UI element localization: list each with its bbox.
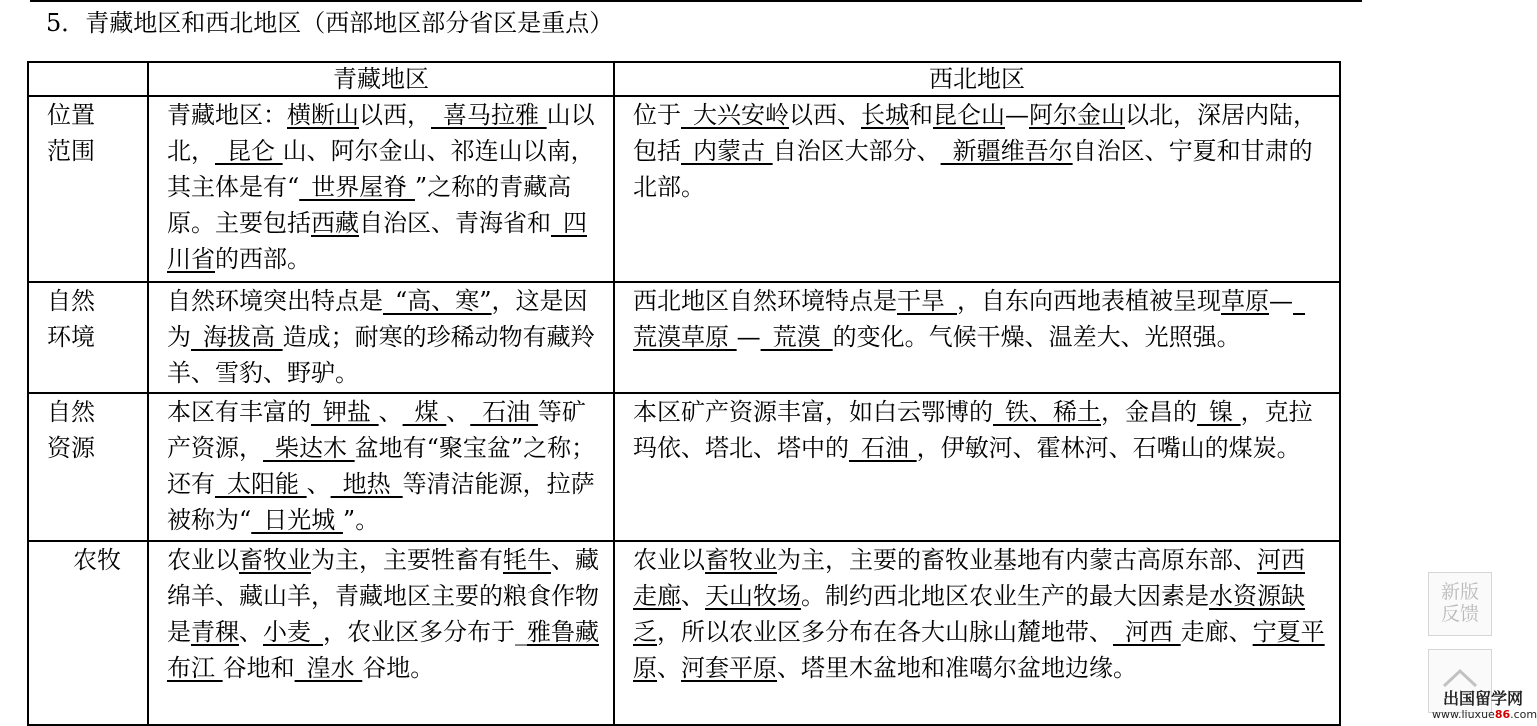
qingzang-cell <box>148 393 614 541</box>
text-segment: 以西、 <box>789 101 861 129</box>
text-segment: 农业以 <box>167 546 239 574</box>
underlined-answer: _煤 <box>402 398 447 426</box>
table-row <box>28 541 1340 725</box>
underlined-answer: 西藏 <box>311 209 359 237</box>
text-segment: 的变化。气候干燥、温差大、光照强。 <box>832 323 1241 351</box>
underlined-answer: 阿尔金山 <box>1029 101 1125 129</box>
table-row <box>28 393 1340 541</box>
text-segment: 谷地。 <box>362 654 435 682</box>
underlined-answer: 水资源缺乏 <box>633 582 1305 646</box>
text-segment: 位于 <box>633 101 681 129</box>
xibei-cell <box>614 282 1340 393</box>
top-rule <box>30 0 1362 2</box>
watermark-url <box>1432 708 1537 722</box>
text-segment: 自治区、青海省和 <box>359 209 551 237</box>
text-segment: 自治区、宁夏和甘肃的北部。 <box>633 137 1313 201</box>
text-segment: 等清洁能源，拉萨被称为“ <box>167 470 595 534</box>
underlined-answer: _四川省 <box>167 209 587 273</box>
text-segment: 以西， <box>359 101 431 129</box>
header-cell-qingzang: 青藏地区 <box>148 62 614 96</box>
underlined-answer: _河西 <box>1113 618 1181 646</box>
watermark-url-part: www.liuxue <box>1432 708 1495 721</box>
row-label-line: 农牧 <box>73 546 121 574</box>
underlined-answer: 河西走廊 <box>633 546 1305 610</box>
underlined-answer: _荒漠草原 <box>633 287 1305 351</box>
qingzang-cell <box>148 541 614 725</box>
qingzang-cell <box>148 282 614 393</box>
feedback-label-line: 新版 <box>1440 581 1479 603</box>
text-segment: 自治区大部分、 <box>772 137 941 165</box>
text-segment: 、 <box>239 618 263 646</box>
underlined-answer: _大兴安岭 <box>681 101 789 129</box>
feedback-label-line: 反馈 <box>1440 603 1479 625</box>
text-segment: 、藏绵羊、藏山羊，青藏地区主要的粮食作物是 <box>167 546 599 646</box>
underlined-answer: 天山牧场 <box>705 582 801 610</box>
text-segment: 和 <box>909 101 933 129</box>
text-segment: 自然环境突出特点是 <box>167 287 383 315</box>
text-segment: 为主，主要的畜牧业基地有内蒙古高原东部、 <box>777 546 1257 574</box>
text-segment: — <box>1269 287 1293 315</box>
chevron-up-icon <box>1440 666 1480 690</box>
text-segment: ，所以农业区多分布在各大山脉山麓地带、 <box>657 618 1113 646</box>
text-segment: ，金昌的 <box>1101 398 1197 426</box>
underlined-answer: _钾盐 <box>311 398 379 426</box>
watermark-url-part: 86 <box>1494 708 1511 721</box>
text-segment: ，农业区多分布于_ <box>323 618 527 646</box>
underlined-answer: _海拔高 <box>191 323 283 351</box>
underlined-answer: 畜牧业 <box>239 546 311 574</box>
header-cell-xibei: 西北地区 <box>614 62 1340 96</box>
table-header-row <box>28 62 1340 96</box>
text-segment: ”。 <box>342 506 380 534</box>
text-segment: 的西部。 <box>215 245 311 273</box>
row-label-line: 资源 <box>47 434 95 462</box>
text-segment: 、 <box>306 470 331 498</box>
text-segment: 谷地和 <box>222 654 295 682</box>
table-row <box>28 282 1340 393</box>
underlined-answer: _地热_ <box>330 470 403 498</box>
row-label-line: 自然 <box>47 287 95 315</box>
row-label <box>28 282 148 393</box>
underlined-answer: _新疆维吾尔 <box>940 137 1073 165</box>
text-segment: — <box>736 323 761 351</box>
underlined-answer: 雅鲁藏布江 <box>167 618 599 682</box>
text-segment: 走廊、 <box>1180 618 1253 646</box>
text-segment: ，这是因为 <box>167 287 588 351</box>
text-segment: ”之称的青藏高原。主要包括 <box>167 173 572 237</box>
text-segment: 为主，主要牲畜有 <box>311 546 503 574</box>
text-segment: 盆地有“聚宝盆”之称；还有 <box>167 434 596 498</box>
text-segment: 、 <box>657 654 681 682</box>
text-segment: 山、阿尔金山、祁连山以南，其主体是有“ <box>167 137 595 201</box>
row-label-line: 位置 <box>47 101 95 129</box>
table-row <box>28 96 1340 282</box>
underlined-answer: 昆仑山 <box>933 101 1005 129</box>
row-label <box>28 541 148 725</box>
text-segment: 等矿产资源， <box>167 398 586 462</box>
text-segment: ，自东向西地表植被呈现 <box>957 287 1221 315</box>
site-watermark <box>1432 689 1537 726</box>
underlined-answer: _日光城 <box>251 506 343 534</box>
text-segment: 造成；耐寒的珍稀动物有藏羚羊、雪豹、野驴。 <box>167 323 595 387</box>
underlined-answer: _荒漠_ <box>760 323 833 351</box>
section-heading: 5．青藏地区和西北地区（西部地区部分省区是重点） <box>46 9 614 37</box>
text-segment: 、 <box>378 398 403 426</box>
underlined-answer: 青稞 <box>191 618 239 646</box>
underlined-answer: _镍 <box>1197 398 1241 426</box>
row-label-line: 自然 <box>47 398 95 426</box>
text-segment: 、 <box>446 398 471 426</box>
text-segment: 农业以 <box>633 546 705 574</box>
underlined-answer: _太阳能 <box>215 470 307 498</box>
row-label <box>28 393 148 541</box>
text-segment: 西北地区自然环境特点是 <box>633 287 897 315</box>
underlined-answer: _昆仑 <box>215 137 283 165</box>
underlined-answer: _铁、稀土 <box>993 398 1101 426</box>
underlined-answer: _世界屋脊 <box>299 173 415 201</box>
underlined-answer: _石油 <box>470 398 538 426</box>
row-label <box>28 96 148 282</box>
feedback-button[interactable] <box>1428 572 1492 636</box>
text-segment: 、 <box>681 582 705 610</box>
text-segment: 本区矿产资源丰富，如白云鄂博的 <box>633 398 993 426</box>
xibei-cell <box>614 541 1340 725</box>
watermark-title: 出国留学网 <box>1442 689 1523 708</box>
qingzang-cell <box>148 96 614 282</box>
text-segment: 青藏地区： <box>167 101 287 129</box>
underlined-answer: 长城 <box>861 101 909 129</box>
row-label-line: 范围 <box>47 137 95 165</box>
underlined-answer: 干旱_ <box>897 287 957 315</box>
underlined-answer: 畜牧业 <box>705 546 777 574</box>
xibei-cell <box>614 96 1340 282</box>
text-segment: ，克拉玛依、塔北、塔中的 <box>633 398 1313 462</box>
row-label-line: 环境 <box>47 323 95 351</box>
underlined-answer: 河套平原 <box>681 654 777 682</box>
underlined-answer: _柴达木 <box>263 434 355 462</box>
underlined-answer: _湟水 <box>294 654 363 682</box>
underlined-answer: _石油 <box>849 434 917 462</box>
underlined-answer: _“高、寒” <box>383 287 492 315</box>
underlined-answer: 草原 <box>1221 287 1269 315</box>
underlined-answer: 小麦_ <box>263 618 323 646</box>
xibei-cell <box>614 393 1340 541</box>
text-segment: 以北，深居内陆，包括 <box>633 101 1317 165</box>
comparison-table <box>27 61 1341 726</box>
watermark-url-part: .com <box>1510 708 1537 721</box>
underlined-answer: 横断山 <box>287 101 359 129</box>
text-segment: 。制约西北地区农业生产的最大因素是 <box>801 582 1209 610</box>
text-segment: 本区有丰富的 <box>167 398 311 426</box>
underlined-answer: 宁夏平原 <box>633 618 1325 682</box>
text-segment: 、塔里木盆地和准噶尔盆地边缘。 <box>777 654 1137 682</box>
underlined-answer: _内蒙古 <box>681 137 773 165</box>
underlined-answer: _喜马拉雅 <box>431 101 547 129</box>
text-segment: ，伊敏河、霍林河、石嘴山的煤炭。 <box>916 434 1301 462</box>
underlined-answer: 牦牛 <box>503 546 551 574</box>
header-cell-blank <box>28 62 148 96</box>
text-segment: 山以北， <box>167 101 595 165</box>
text-segment: — <box>1005 101 1029 129</box>
